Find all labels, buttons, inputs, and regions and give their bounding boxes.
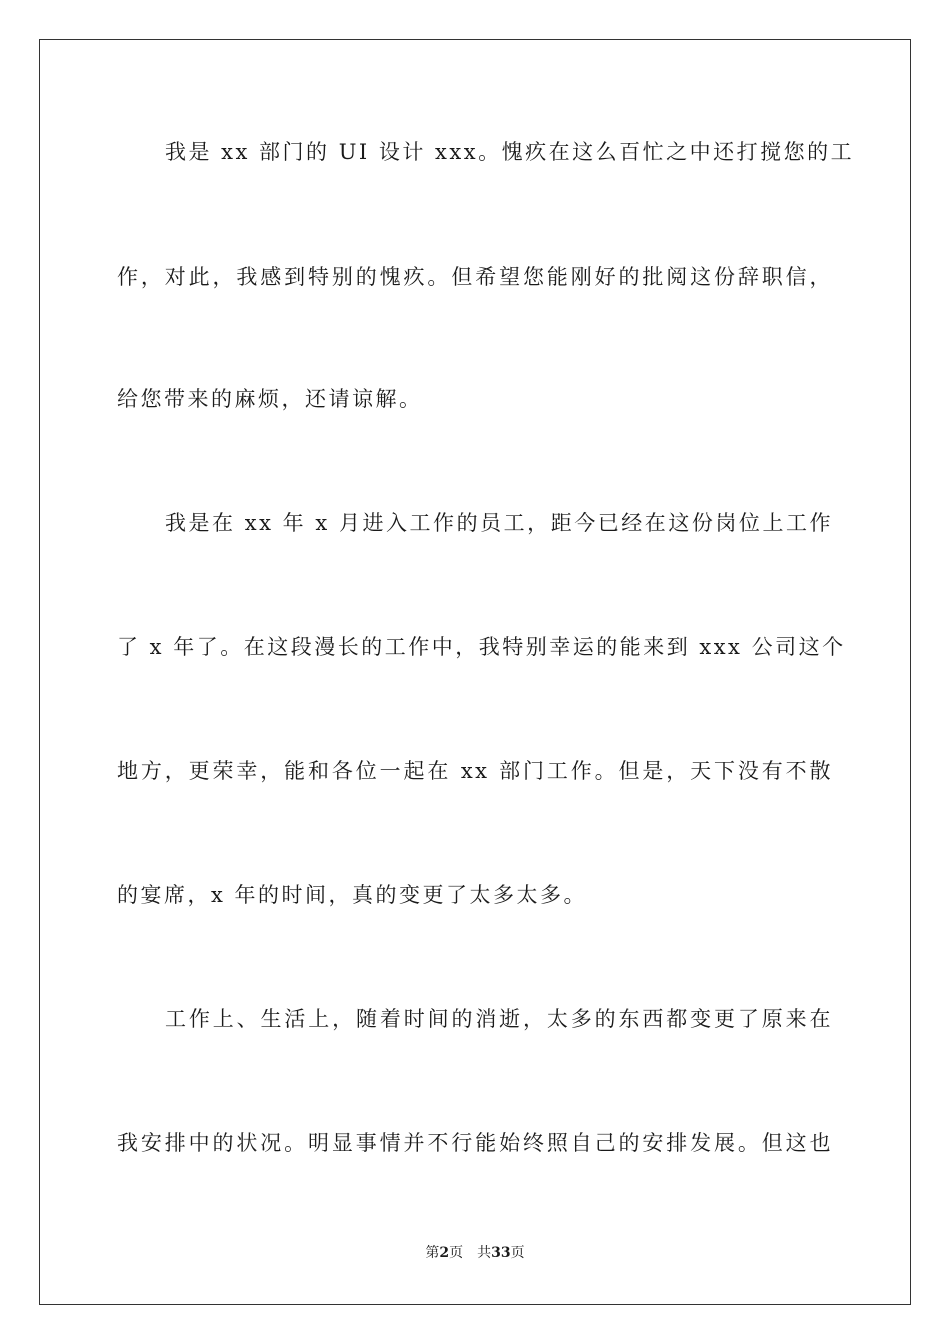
page-footer — [0, 1243, 950, 1263]
page-suffix: 页 — [449, 1245, 464, 1261]
page-prefix: 第 — [425, 1245, 440, 1261]
page-number: 2 — [439, 1245, 450, 1261]
body-text-line: 了 x 年了。在这段漫长的工作中，我特别幸运的能来到 xxx 公司这个 — [117, 635, 846, 659]
body-text-line: 给您带来的麻烦，还请谅解。 — [117, 387, 423, 411]
total-suffix: 页 — [510, 1245, 525, 1261]
body-text-line: 我是 xx 部门的 UI 设计 xxx。愧疚在这么百忙之中还打搅您的工 — [165, 140, 855, 164]
body-text-line: 工作上、生活上，随着时间的消逝，太多的东西都变更了原来在 — [165, 1007, 833, 1031]
total-prefix: 共 — [477, 1245, 492, 1261]
total-pages: 33 — [491, 1245, 511, 1261]
page-frame — [39, 39, 911, 1305]
body-text-line: 作，对此，我感到特别的愧疚。但希望您能刚好的批阅这份辞职信， — [117, 265, 833, 289]
body-text-line: 的宴席，x 年的时间，真的变更了太多太多。 — [117, 883, 588, 907]
body-text-line: 我是在 xx 年 x 月进入工作的员工，距今已经在这份岗位上工作 — [165, 511, 833, 535]
body-text-line: 我安排中的状况。明显事情并不行能始终照自己的安排发展。但这也 — [117, 1131, 833, 1155]
body-text-line: 地方，更荣幸，能和各位一起在 xx 部门工作。但是，天下没有不散 — [117, 759, 833, 783]
